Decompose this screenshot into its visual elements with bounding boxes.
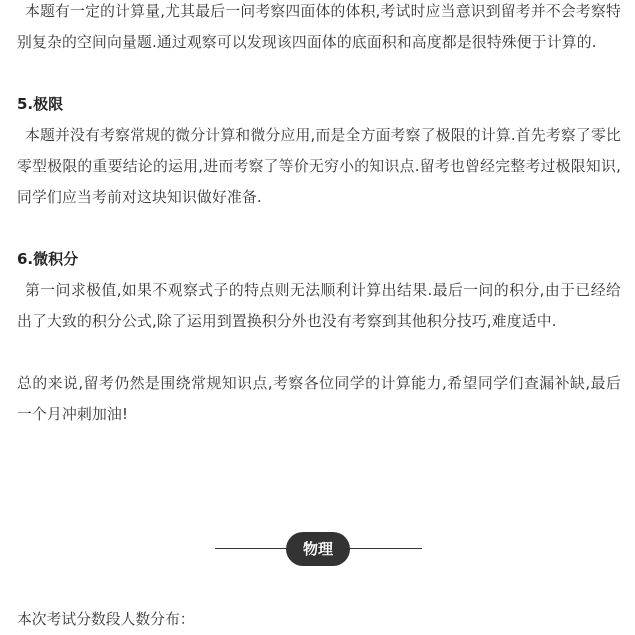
section-heading-calculus: 6.微积分 [17,250,79,268]
intro-paragraph: 本题有一定的计算量,尤其最后一问考察四面体的体积,考试时应当意识到留考并不会考察特别复杂的空间向量题.通过观察可以发现该四面体的底面积和高度都是很特殊便于计算的. [17,3,621,51]
section-badge-physics: 物理 [286,532,350,566]
section-divider [0,532,635,566]
article-body [17,0,621,430]
section-heading-limit: 5.极限 [17,95,64,113]
calculus-paragraph: 第一问求极值,如果不观察式子的特点则无法顺利计算出结果.最后一问的积分,由于已经给出了大致的积分公式,除了运用到置换积分外也没有考察到其他积分技巧,难度适中. [17,282,621,330]
divider-line [215,548,287,549]
summary-paragraph: 总的来说,留考仍然是围绕常规知识点,考察各位同学的计算能力,希望同学们查漏补缺,最后一个月冲刺加油! [17,375,621,423]
spacer [17,58,621,89]
score-distribution-caption: 本次考试分数段人数分布： [17,611,195,628]
limit-paragraph: 本题并没有考察常规的微分计算和微分应用,而是全方面考察了极限的计算.首先考察了零比零型极限的重要结论的运用,进而考察了等价无穷小的知识点.留考也曾经完整考过极限知识,同学们应当考前对这块知识做好准备. [17,127,621,206]
spacer [17,337,621,368]
divider-line [349,548,422,549]
spacer [17,213,621,244]
